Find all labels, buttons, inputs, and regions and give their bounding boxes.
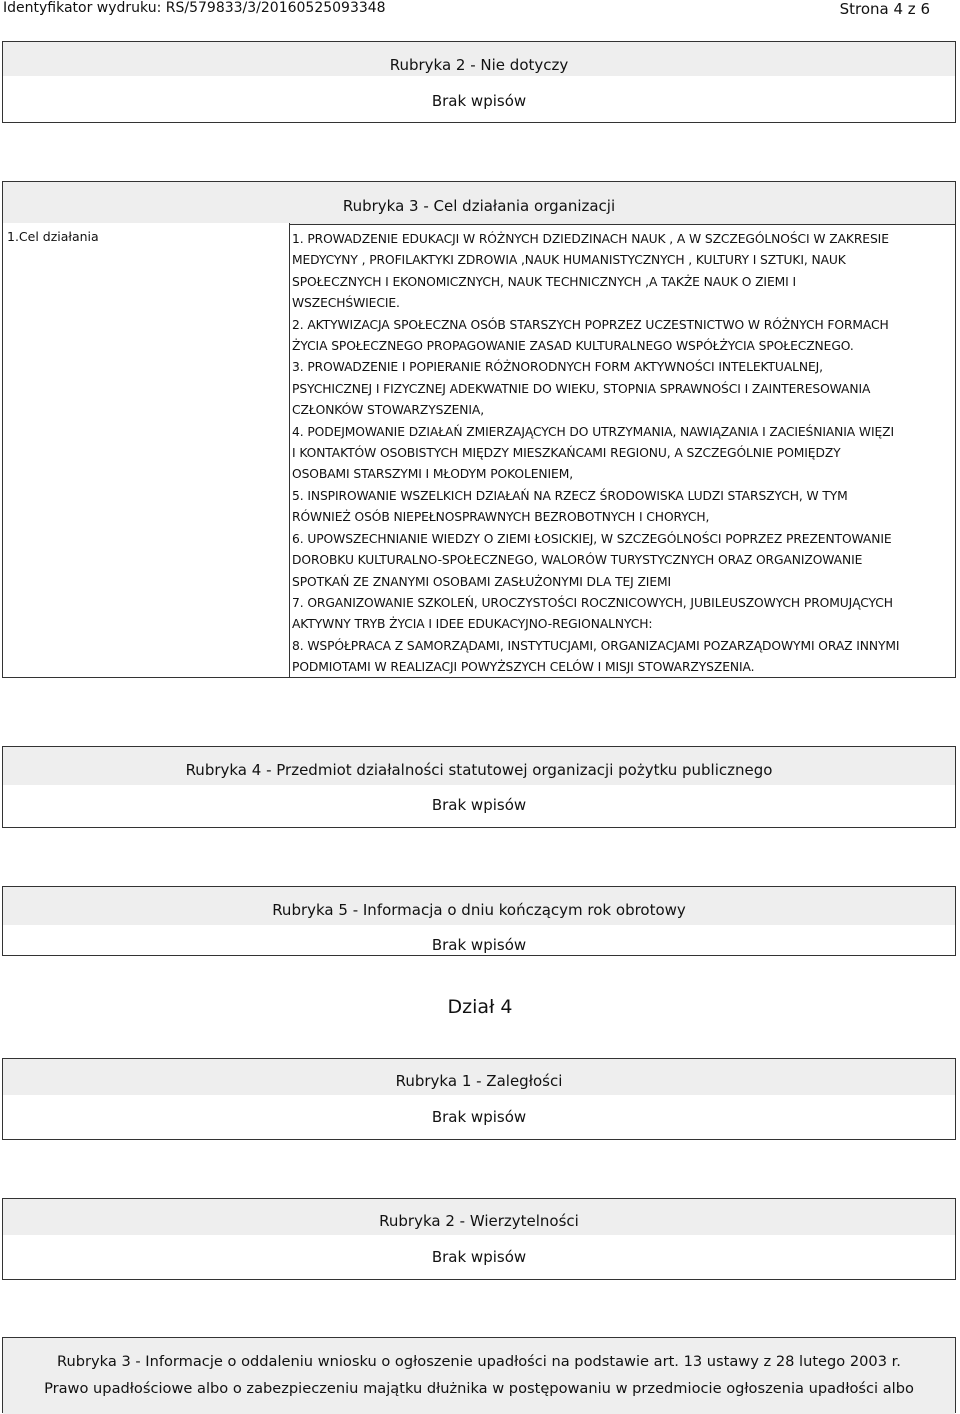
cel-dzialania-line: I KONTAKTÓW OSOBISTYCH MIĘDZY MIESZKAŃCAMI REGIONU, A SZCZEGÓLNIE POMIĘDZY — [292, 446, 841, 461]
dzial4-rubryka1-empty: Brak wpisów — [431, 1108, 527, 1126]
cel-dzialania-line: PSYCHICZNEJ I FIZYCZNEJ ADEKWATNIE DO WIEKU, STOPNIA SPRAWNOŚCI I ZAINTERESOWANIA — [292, 381, 871, 396]
cel-dzialania-label-cell — [3, 223, 290, 677]
cel-dzialania-line: SPOTKAŃ ZE ZNANYMI OSOBAMI ZASŁUŻONYMI DLA TEJ ZIEMI — [292, 574, 672, 589]
dzial4-rubryka1-title: Rubryka 1 - Zaległości — [395, 1072, 563, 1090]
cel-dzialania-line: PODMIOTAMI W REALIZACJI POWYŻSZYCH CELÓW I MISJI STOWARZYSZENIA. — [292, 660, 755, 675]
rubryka3-header-band — [3, 182, 955, 225]
dzial4-rubryka2-box — [2, 1198, 956, 1280]
cel-dzialania-line: SPOŁECZNYCH I EKONOMICZNYCH, NAUK TECHNICZNYCH ,A TAKŻE NAUK O ZIEMI I — [292, 274, 796, 289]
cel-dzialania-line: MEDYCYNY , PROFILAKTYKI ZDROWIA ,NAUK HUMANISTYCZNYCH , KULTURY I SZTUKI, NAUK — [292, 253, 846, 268]
dzial4-title: Dział 4 — [447, 996, 513, 1018]
rubryka3-title: Rubryka 3 - Cel działania organizacji — [342, 197, 616, 215]
cel-dzialania-line: ŻYCIA SPOŁECZNEGO PROPAGOWANIE ZASAD KULTURALNEGO WSPÓŁŻYCIA SPOŁECZNEGO. — [292, 339, 854, 354]
cel-dzialania-line: WSZECHŚWIECIE. — [292, 296, 400, 311]
cel-dzialania-line: 2. AKTYWIZACJA SPOŁECZNA OSÓB STARSZYCH POPRZEZ UCZESTNICTWO W RÓŻNYCH FORMACH — [292, 317, 889, 332]
rubryka5-header-band — [3, 887, 955, 925]
cel-dzialania-line: 8. WSPÓŁPRACA Z SAMORZĄDAMI, INSTYTUCJAMI, ORGANIZACJAMI POZARZĄDOWYMI ORAZ INNYMI — [292, 638, 900, 653]
rubryka4-box — [2, 746, 956, 828]
cel-dzialania-line: 5. INSPIROWANIE WSZELKICH DZIAŁAŃ NA RZECZ ŚRODOWISKA LUDZI STARSZYCH, W TYM — [292, 488, 848, 503]
page-number: Strona 4 z 6 — [839, 0, 930, 18]
cel-dzialania-line: 1. PROWADZENIE EDUKACJI W RÓŻNYCH DZIEDZINACH NAUK , A W SZCZEGÓLNOŚCI W ZAKRESIE — [292, 232, 889, 246]
dzial4-rubryka2-header-band — [3, 1199, 955, 1235]
dzial4-rubryka3-title-line1: Rubryka 3 - Informacje o oddaleniu wniosku o ogłoszenie upadłości na podstawie art. 13 ustawy z 28 lutego 2003 r. — [57, 1353, 901, 1370]
rubryka2-header-band — [3, 42, 955, 76]
cel-dzialania-line: 6. UPOWSZECHNIANIE WIEDZY O ZIEMI ŁOSICKIEJ, W SZCZEGÓLNOŚCI POPRZEZ PREZENTOWANIE — [292, 531, 892, 546]
cel-dzialania-line: 7. ORGANIZOWANIE SZKOLEŃ, UROCZYSTOŚCI ROCZNICOWYCH, JUBILEUSZOWYCH PROMUJĄCYCH — [292, 595, 893, 610]
rubryka5-box — [2, 886, 956, 956]
cel-dzialania-label: 1.Cel działania — [7, 229, 99, 244]
dzial4-rubryka3-header-band — [3, 1338, 955, 1414]
cel-dzialania-line: OSOBAMI STARSZYMI I MŁODYM POKOLENIEM, — [292, 467, 574, 482]
cel-dzialania-text — [292, 229, 956, 679]
dzial4-rubryka3-box — [2, 1337, 956, 1413]
rubryka2-empty: Brak wpisów — [431, 92, 527, 110]
dzial4-rubryka1-box — [2, 1058, 956, 1140]
rubryka4-header-band — [3, 747, 955, 785]
dzial4-rubryka1-header-band — [3, 1059, 955, 1095]
cel-dzialania-line: RÓWNIEŻ OSÓB NIEPEŁNOSPRAWNYCH BEZROBOTNYCH I CHORYCH, — [292, 510, 710, 525]
dzial4-rubryka2-title: Rubryka 2 - Wierzytelności — [379, 1212, 579, 1230]
rubryka3-box — [2, 181, 956, 678]
rubryka5-empty: Brak wpisów — [431, 936, 527, 954]
cel-dzialania-line: 4. PODEJMOWANIE DZIAŁAŃ ZMIERZAJĄCYCH DO UTRZYMANIA, NAWIĄZANIA I ZACIEŚNIANIA WIĘZI — [292, 424, 895, 439]
dzial4-rubryka2-empty: Brak wpisów — [431, 1248, 527, 1266]
cel-dzialania-line: AKTYWNY TRYB ŻYCIA I IDEE EDUKACYJNO-REGIONALNYCH: — [292, 617, 653, 632]
rubryka2-title: Rubryka 2 - Nie dotyczy — [389, 56, 569, 74]
rubryka2-box — [2, 41, 956, 123]
cel-dzialania-line: 3. PROWADZENIE I POPIERANIE RÓŻNORODNYCH FORM AKTYWNOŚCI INTELEKTUALNEJ, — [292, 360, 823, 375]
rubryka4-empty: Brak wpisów — [431, 796, 527, 814]
rubryka4-title: Rubryka 4 - Przedmiot działalności statutowej organizacji pożytku publicznego — [185, 761, 773, 779]
dzial4-rubryka3-title-line2: Prawo upadłościowe albo o zabezpieczeniu majątku dłużnika w postępowaniu w przedmiocie ogłoszenia upadłości albo — [44, 1380, 914, 1397]
cel-dzialania-line: DOROBKU KULTURALNO-SPOŁECZNEGO, WALORÓW TURYSTYCZNYCH ORAZ ORGANIZOWANIE — [292, 553, 863, 568]
print-identifier: Identyfikator wydruku: RS/579833/3/20160525093348 — [3, 0, 386, 16]
cel-dzialania-row — [3, 223, 955, 677]
rubryka5-title: Rubryka 5 - Informacja o dniu kończącym rok obrotowy — [272, 901, 686, 919]
cel-dzialania-line: CZŁONKÓW STOWARZYSZENIA, — [292, 403, 485, 418]
